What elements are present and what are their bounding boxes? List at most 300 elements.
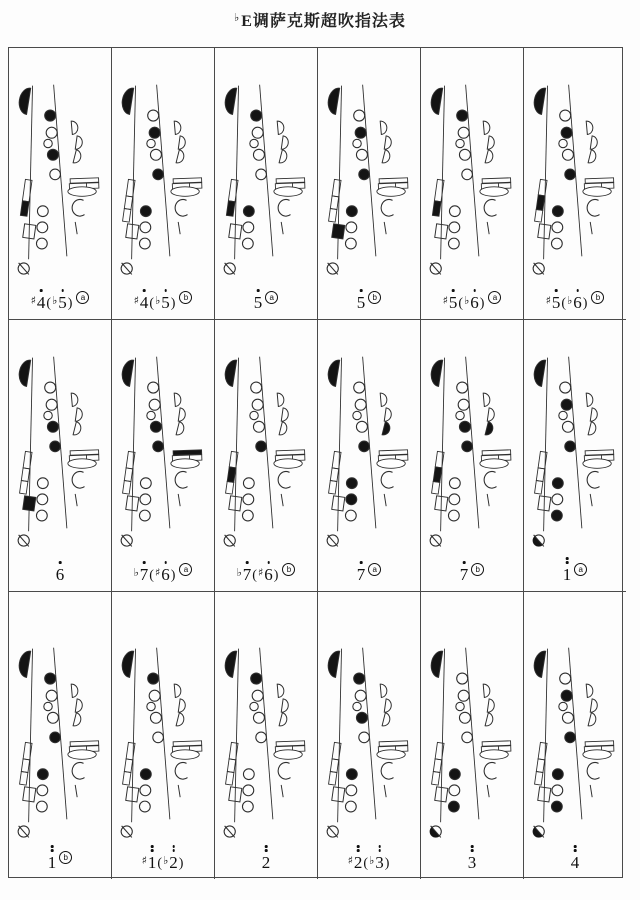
pinky-stick-seg-2 [536,759,544,773]
pinky-stick-seg-3 [20,772,28,786]
octave-key [17,87,30,115]
upper-key-4 [150,421,161,432]
upper-key-1 [251,673,262,684]
upper-key-4 [562,712,573,723]
variant-badge: a [265,291,278,304]
body-line-left [132,358,136,532]
side-tick [75,494,77,506]
sax-fingering-diagram [318,53,420,285]
fingering-cell [524,592,626,879]
side-tick [281,494,283,506]
palm-key-3 [588,150,597,164]
low-pinky-key [533,263,544,275]
low-pinky-key [327,263,338,275]
c-curve-key [278,762,290,779]
upper-key-2 [561,127,572,138]
sax-fingering-diagram [9,325,111,557]
octave-dots [246,561,249,564]
octave-key [429,359,442,387]
palm-key-3 [176,150,185,164]
lower-key-3 [242,801,253,812]
upper-key-2 [46,690,57,701]
accidental: ♭ [464,294,470,307]
side-key-bar [173,741,202,746]
octave-key [223,87,236,115]
palm-key-3 [382,150,391,164]
note-number: 5 [254,294,263,311]
body-line-left [338,649,342,823]
flat-sign: ♭ [234,11,241,24]
c-curve-key [587,199,599,216]
c-curve-key [381,471,393,488]
octave-key [17,650,30,678]
lower-key-3 [551,238,562,249]
fingering-cell [112,48,215,320]
body-line-right [260,648,273,820]
upper-key-4 [562,421,573,432]
side-key-bar [379,178,408,183]
upper-key-2 [355,690,366,701]
pinky-stick-seg-3 [123,772,131,786]
palm-key-2 [384,408,392,422]
pinky-stick-seg-2 [124,759,132,773]
sax-fingering-diagram [215,325,317,557]
paren-close: ) [582,296,588,311]
body-line-left [544,86,548,260]
octave-dots [267,561,270,564]
upper-key-5 [256,732,267,743]
palm-key-2 [590,136,598,150]
lower-key-2 [552,494,563,505]
octave-key [532,87,545,115]
pinky-stick-seg-3 [329,481,337,495]
octave-dots [164,561,167,564]
side-tick [590,785,592,797]
side-key-bar [173,178,202,183]
upper-key-4 [253,149,264,160]
palm-key-2 [487,136,495,150]
paren-open: ( [46,296,52,311]
side-key-bar [276,178,305,183]
upper-key-3 [250,139,258,147]
upper-key-4 [459,421,470,432]
side-key-ellipse [583,750,611,759]
lower-key-2 [346,785,357,796]
sax-fingering-diagram [318,325,420,557]
palm-key-3 [485,713,494,727]
palm-key-3 [176,713,185,727]
sax-fingering-diagram [112,325,214,557]
lower-key-2 [37,222,48,233]
upper-key-5 [256,441,267,452]
note-number: 7 [243,566,252,583]
pinky-stick-seg-2 [330,759,338,773]
upper-key-3 [559,702,567,710]
c-curve-key [484,199,496,216]
note-number: 4 [140,294,149,311]
fingering-grid [8,47,623,878]
upper-key-2 [355,399,366,410]
pinky-stick-seg-2 [536,468,544,482]
upper-key-5 [359,732,370,743]
octave-key [429,87,442,115]
body-line-right [157,648,170,820]
side-key-bar [70,178,99,183]
palm-key-2 [178,136,186,150]
body-line-left [29,649,33,823]
body-line-left [544,358,548,532]
variant-badge: a [76,291,89,304]
side-key-bar [585,450,614,455]
palm-key-3 [279,713,288,727]
sax-fingering-diagram [112,616,214,848]
lower-key-1 [346,206,357,217]
palm-key-1 [174,393,181,407]
octave-dots [265,845,268,852]
palm-key-1 [174,121,181,135]
octave-dots [555,289,558,292]
octave-dots [360,289,363,292]
note-number: 7 [460,566,469,583]
body-line-right [466,648,479,820]
body-line-left [132,86,136,260]
upper-key-3 [147,139,155,147]
upper-key-3 [353,702,361,710]
upper-key-1 [45,673,56,684]
palm-key-1 [483,684,490,698]
upper-key-2 [355,127,366,138]
upper-key-2 [458,127,469,138]
note-number: 1 [563,566,572,583]
pinky-stick-seg-3 [226,482,234,495]
note-number: 1 [148,854,157,871]
pinky-stick-seg-2 [433,759,441,773]
accidental: ♯ [442,294,448,307]
fingering-cell [524,48,626,320]
lower-key-1 [449,478,460,489]
upper-key-2 [458,690,469,701]
accidental: ♭ [369,854,375,867]
upper-key-4 [47,712,58,723]
upper-key-5 [153,169,164,180]
lower-key-3 [139,510,150,521]
fingering-cell [9,320,112,592]
variant-badge: a [488,291,501,304]
lower-key-3 [36,238,47,249]
note-number: 5 [357,294,366,311]
note-number: 5 [552,294,561,311]
accidental: ♯ [257,566,264,579]
upper-key-3 [44,139,52,147]
upper-key-1 [560,382,571,393]
low-pinky-key [224,826,235,838]
pinky-stick-seg-2 [124,468,132,482]
lower-key-1 [552,769,563,780]
upper-key-2 [252,399,263,410]
pinky-stick-seg-2 [21,759,29,773]
upper-key-1 [251,110,262,121]
upper-key-5 [256,169,267,180]
sax-fingering-diagram [421,325,523,557]
pinky-stick-seg-2 [124,196,132,210]
note-label [215,563,317,584]
pinky-stick-seg-3 [226,772,234,786]
title-text: E调萨克斯超吹指法表 [241,13,406,30]
paren-open: ( [363,856,369,871]
fingering-cell [9,48,112,320]
variant-badge: a [179,563,192,576]
upper-key-2 [149,399,160,410]
octave-dots [576,289,579,292]
palm-key-1 [586,121,593,135]
variant-badge: b [282,563,295,576]
body-line-left [441,649,445,823]
octave-key [223,359,236,387]
palm-key-2 [75,408,83,422]
octave-dots [566,557,569,564]
pinky-stick-seg-2 [432,201,441,216]
accidental: ♭ [52,294,58,307]
note-label [524,563,626,584]
palm-key-2 [75,136,83,150]
octave-key [17,359,30,387]
fingering-cell [318,320,421,592]
low-pinky-key [121,263,132,275]
gs-square-key [23,496,36,511]
pinky-stick-seg-2 [536,195,545,210]
fingering-cell [524,320,626,592]
upper-key-2 [149,127,160,138]
fingering-cell [421,592,524,879]
variant-badge: a [368,563,381,576]
c-curve-key [381,762,393,779]
upper-key-4 [356,421,367,432]
upper-key-4 [356,712,367,723]
note-label [524,291,626,312]
paren-close: ) [67,296,73,311]
pinky-stick-seg-3 [535,481,543,495]
sax-fingering-diagram [112,53,214,285]
c-curve-key [175,199,187,216]
side-tick [75,222,77,234]
upper-key-5 [359,441,370,452]
low-pinky-key [121,535,132,547]
c-curve-key [72,762,84,779]
accidental: ♭ [163,854,169,867]
upper-key-1 [560,673,571,684]
upper-key-4 [150,712,161,723]
side-key-ellipse [480,459,508,468]
c-curve-key [278,471,290,488]
octave-dots [360,561,363,564]
palm-key-1 [71,393,78,407]
pinky-stick-seg-3 [432,772,440,786]
lower-key-3 [242,510,253,521]
upper-key-3 [456,139,464,147]
fingering-cell [318,592,421,879]
palm-key-2 [178,699,186,713]
note-number: 6 [56,566,65,583]
low-pinky-key [327,826,338,838]
sax-fingering-diagram [9,616,111,848]
palm-key-1 [483,393,490,407]
c-curve-key [175,762,187,779]
upper-key-5 [462,169,473,180]
upper-key-5 [153,441,164,452]
palm-key-2 [384,699,392,713]
side-key-ellipse [480,187,508,196]
note-label [112,563,214,584]
c-curve-key [72,199,84,216]
lower-key-3 [345,238,356,249]
low-pinky-key [430,535,441,547]
lower-key-2 [140,494,151,505]
note-number: 7 [140,566,149,583]
side-tick [384,222,386,234]
lower-key-1 [140,206,151,217]
fingering-cell [112,320,215,592]
upper-key-5 [565,732,576,743]
upper-key-2 [561,399,572,410]
lower-key-3 [345,510,356,521]
side-key-bar [276,741,305,746]
paren-close: ) [384,856,390,871]
accidental: ♯ [545,294,551,307]
side-tick [384,494,386,506]
lower-key-1 [449,769,460,780]
accidental: ♭ [567,294,573,307]
note-label [421,854,523,872]
fingering-cell [318,48,421,320]
side-key-bar [70,741,99,746]
pinky-stick-seg-3 [535,772,543,786]
side-key-ellipse [377,750,405,759]
lower-key-1 [37,206,48,217]
upper-key-1 [560,110,571,121]
palm-key-2 [590,408,598,422]
lower-key-2 [346,222,357,233]
palm-key-3 [176,422,185,436]
sax-fingering-diagram [421,616,523,848]
fingering-cell [215,48,318,320]
low-pinky-key [327,535,338,547]
palm-key-2 [281,699,289,713]
palm-key-3 [485,422,494,436]
pinky-stick-seg-3 [329,772,337,786]
note-label [318,563,420,584]
c-curve-key [381,199,393,216]
octave-dots [61,289,64,292]
note-label [524,854,626,872]
note-label [421,291,523,312]
note-number: 7 [357,566,366,583]
note-number: 5 [161,294,170,311]
upper-key-1 [354,382,365,393]
upper-key-5 [565,169,576,180]
palm-key-1 [71,684,78,698]
fingering-cell [215,592,318,879]
upper-key-5 [50,169,61,180]
side-key-ellipse [171,187,199,196]
note-number: 3 [468,854,477,871]
note-number: 4 [37,294,46,311]
lower-key-1 [346,478,357,489]
octave-dots [452,289,455,292]
note-label [112,854,214,872]
side-key-bar [70,450,99,455]
upper-key-5 [359,169,370,180]
lower-key-3 [345,801,356,812]
body-line-left [441,86,445,260]
octave-dots [40,289,43,292]
note-number: 6 [470,294,479,311]
octave-dots [164,289,167,292]
side-tick [281,222,283,234]
pinky-stick-seg-2 [330,468,338,482]
paren-open: ( [252,568,257,583]
palm-key-3 [73,150,82,164]
note-number: 2 [169,854,178,871]
upper-key-1 [354,110,365,121]
lower-key-1 [552,478,563,489]
upper-key-2 [252,127,263,138]
upper-key-4 [253,712,264,723]
upper-key-5 [50,441,61,452]
upper-key-3 [250,702,258,710]
lower-key-3 [551,801,562,812]
lower-key-2 [449,494,460,505]
upper-key-2 [46,399,57,410]
octave-dots [378,845,381,852]
lower-key-3 [551,510,562,521]
variant-badge: b [591,291,604,304]
side-key-ellipse [171,459,199,468]
side-tick [178,222,180,234]
low-pinky-key [224,263,235,275]
c-curve-key [278,199,290,216]
accidental: ♯ [30,294,36,307]
accidental: ♭ [155,294,161,307]
side-tick [487,494,489,506]
upper-key-1 [148,673,159,684]
side-key-ellipse [68,187,96,196]
pinky-stick-seg-3 [535,210,543,223]
side-key-ellipse [583,187,611,196]
side-key-ellipse [377,459,405,468]
upper-key-4 [562,149,573,160]
sax-fingering-diagram [215,53,317,285]
palm-key-2 [281,136,289,150]
c-curve-key [72,471,84,488]
pinky-stick-seg-3 [123,209,131,223]
upper-key-5 [462,732,473,743]
palm-key-1 [174,684,181,698]
octave-dots [59,561,62,564]
palm-key-1 [586,684,593,698]
fingering-cell [421,48,524,320]
body-line-left [338,358,342,532]
lower-key-2 [346,494,357,505]
body-line-right [466,85,479,257]
low-pinky-key [121,826,132,838]
side-key-ellipse [583,459,611,468]
sax-fingering-diagram [524,53,626,285]
side-key-ellipse [274,750,302,759]
upper-key-1 [457,673,468,684]
accidental: ♭ [133,566,139,579]
octave-dots [574,845,577,852]
lower-key-2 [552,222,563,233]
